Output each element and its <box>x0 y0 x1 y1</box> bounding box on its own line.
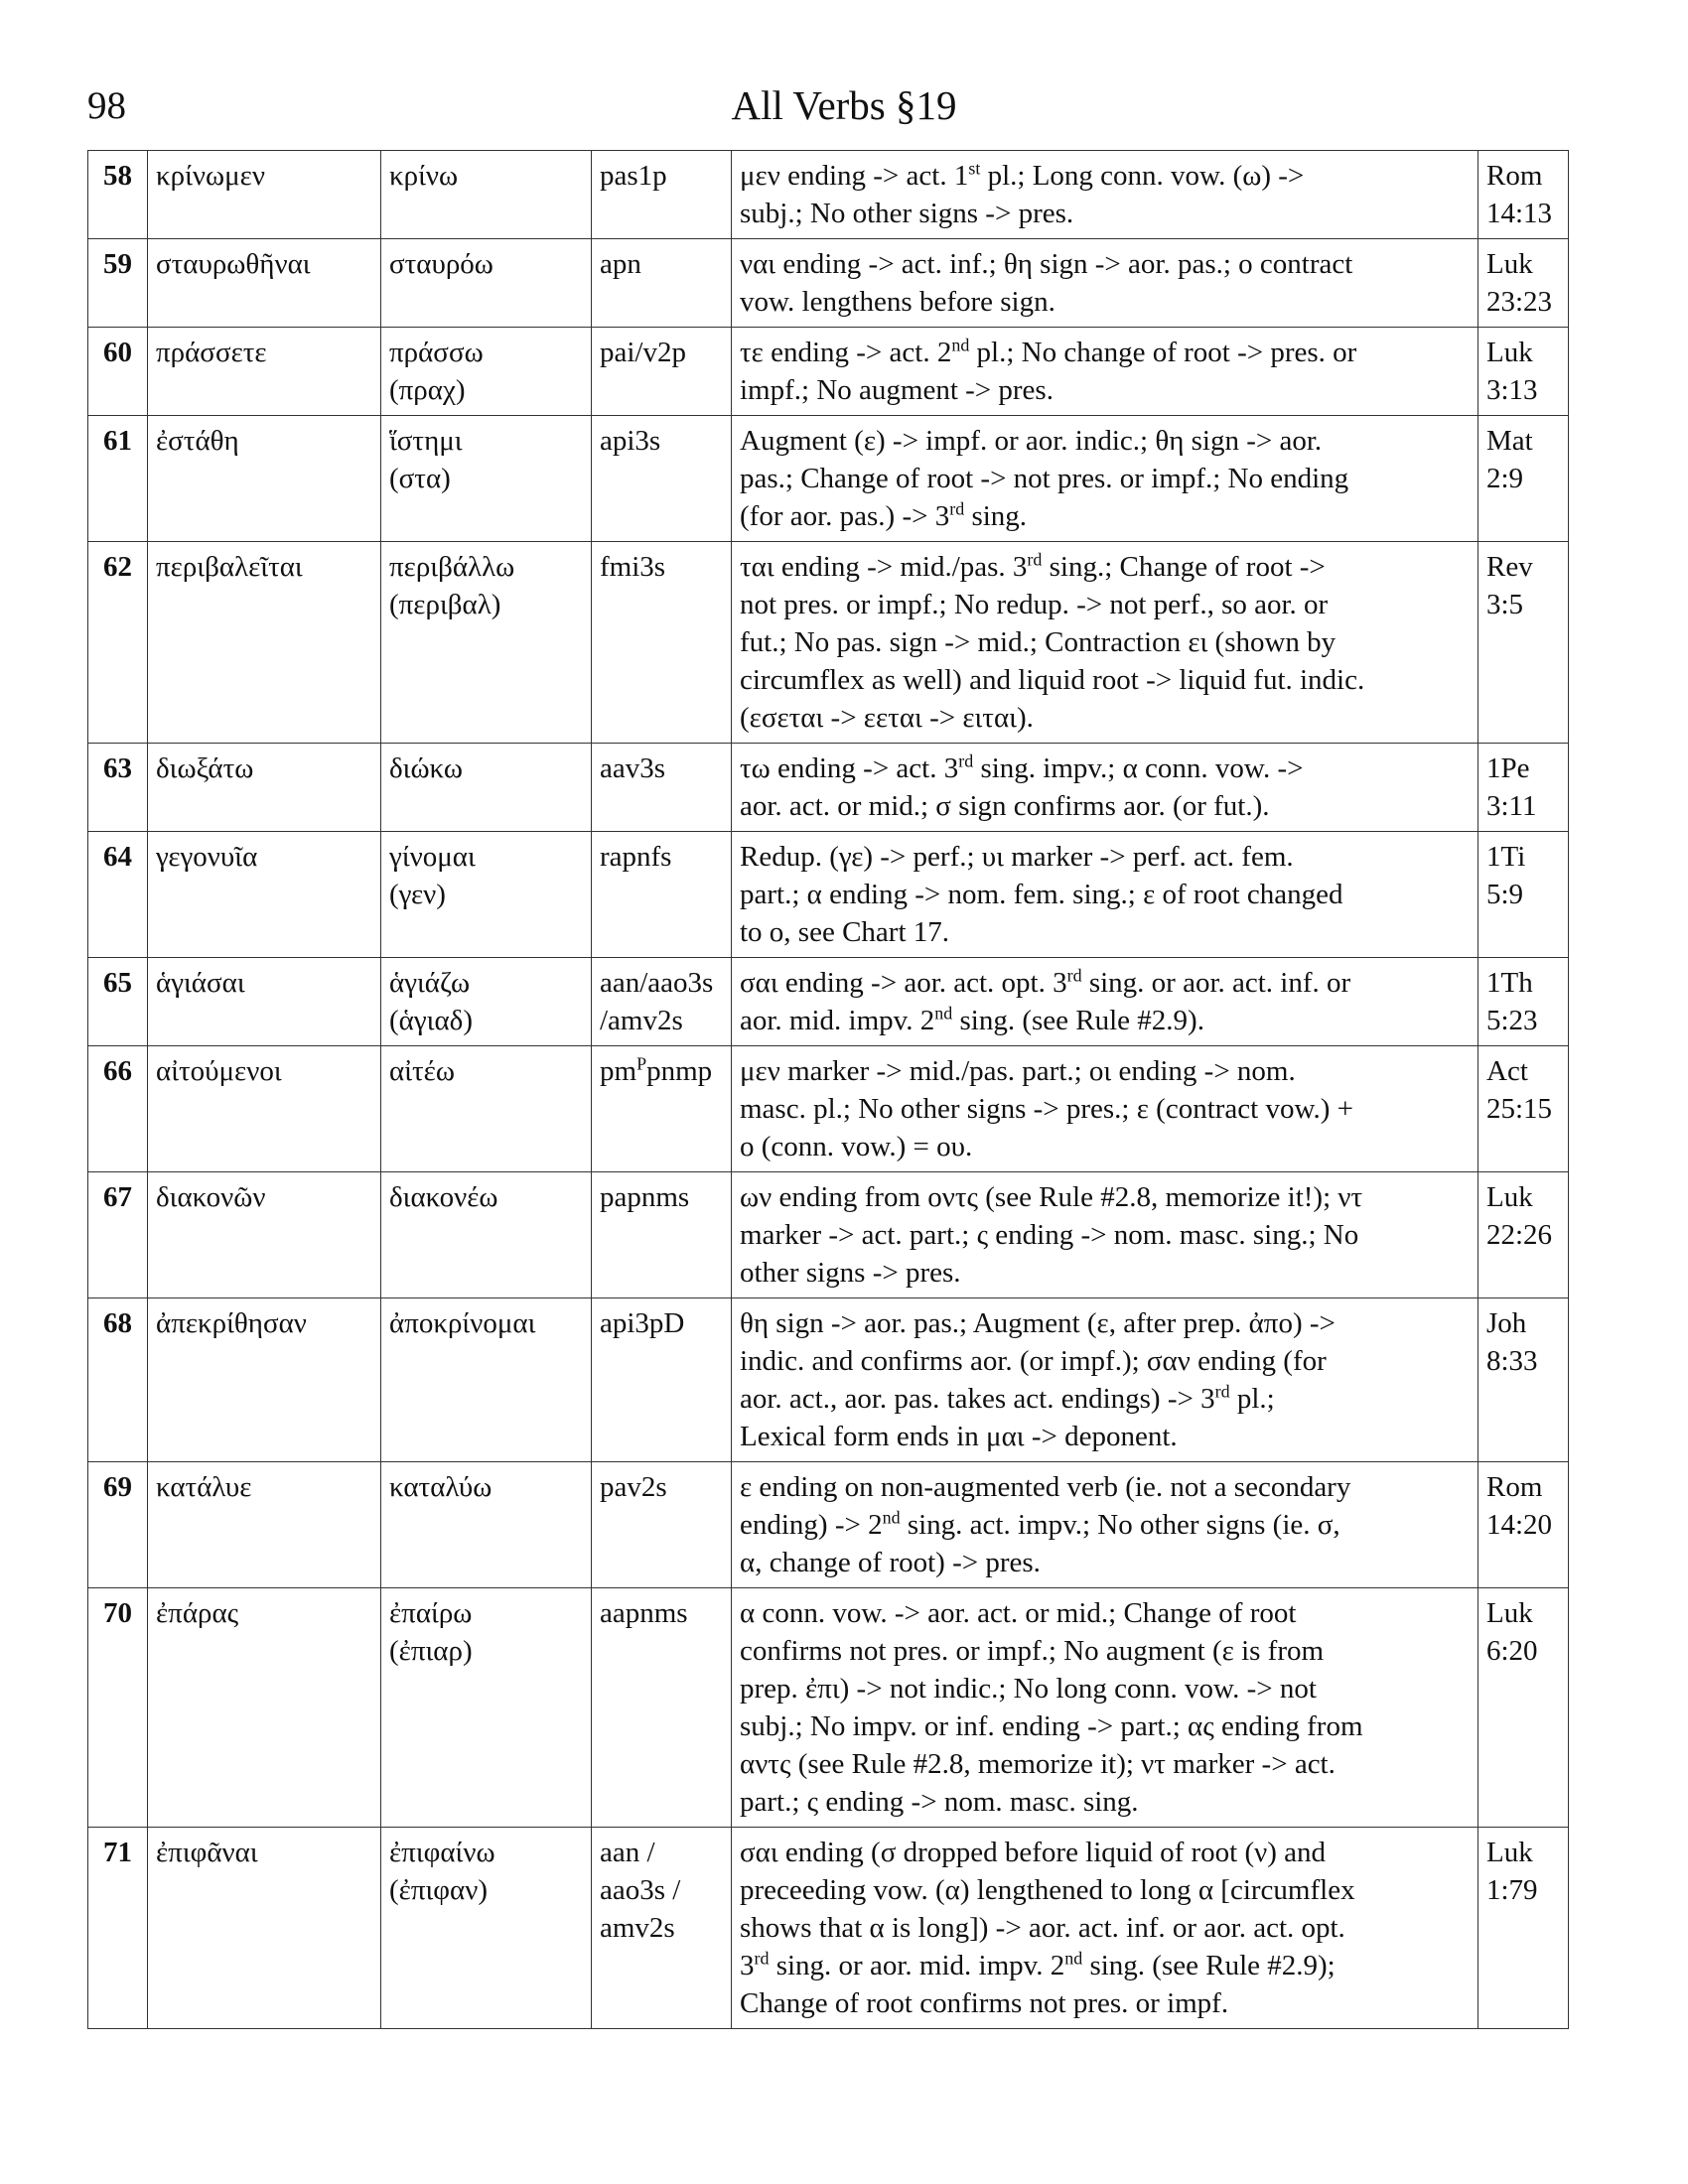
explanation-line: μεν marker -> mid./pas. part.; οι ending -> nom. <box>740 1055 1296 1087</box>
code-superscript: P <box>636 1053 647 1074</box>
explanation-line: part.; α ending -> nom. fem. sing.; ε of root changed <box>740 879 1343 910</box>
lexical-form <box>381 151 592 239</box>
page-number: 98 <box>87 84 126 127</box>
lexical-form-line: ἀποκρίνομαι <box>389 1307 536 1339</box>
lexical-form-line: ἵστημι <box>389 425 463 457</box>
explanation-line: αντς (see Rule #2.8, memorize it); ντ marker -> act. <box>740 1748 1336 1780</box>
page-title: All Verbs §19 <box>731 82 957 128</box>
parsing-code-line: aav3s <box>600 752 666 784</box>
explanation-line: prep. ἐπι) -> not indic.; No long conn. vow. -> not <box>740 1673 1317 1705</box>
table-row <box>88 832 1569 958</box>
parsing-code <box>592 1462 732 1588</box>
explanation-line: ε ending on non-augmented verb (ie. not a secondary <box>740 1471 1351 1503</box>
parsing-code-line: $pm^Ppnmp$ <box>600 1053 713 1087</box>
table-row <box>88 151 1569 239</box>
ordinal-superscript: nd <box>1064 1948 1083 1969</box>
parsing-explanation <box>732 1462 1478 1588</box>
parsing-code <box>592 328 732 416</box>
explanation-line: impf.; No augment -> pres. <box>740 374 1054 406</box>
entry-number: 71 <box>88 1828 148 2029</box>
entry-number: 65 <box>88 958 148 1046</box>
parsing-code <box>592 958 732 1046</box>
explanation-line: 3rd sing. or aor. mid. impv. 2nd sing. (see Rule #2.9); <box>740 1948 1336 1981</box>
explanation-line: pas.; Change of root -> not pres. or impf.; No ending <box>740 463 1349 494</box>
explanation-line: ο (conn. vow.) = ου. <box>740 1131 973 1162</box>
parsing-code-line: papnms <box>600 1181 690 1213</box>
reference-line: Rom <box>1486 1471 1543 1503</box>
parsing-code-line: pav2s <box>600 1471 667 1503</box>
reference-line: 23:23 <box>1486 286 1553 318</box>
reference-line: 3:5 <box>1486 589 1524 620</box>
reference-line: 1Ti <box>1486 841 1526 873</box>
scripture-reference <box>1478 1828 1569 2029</box>
parsing-explanation <box>732 1588 1478 1828</box>
parsing-explanation <box>732 1298 1478 1462</box>
lexical-form-line: (ἁγιαδ) <box>389 1005 473 1036</box>
lexical-form-line: (πραχ) <box>389 374 466 406</box>
table-row <box>88 744 1569 832</box>
lexical-form-line: ἐπαίρω <box>389 1597 473 1629</box>
reference-line: Joh <box>1486 1307 1527 1339</box>
reference-line: Mat <box>1486 425 1533 457</box>
scripture-reference <box>1478 744 1569 832</box>
lexical-form-line: διώκω <box>389 752 464 784</box>
entry-number: 61 <box>88 416 148 542</box>
table-row <box>88 1588 1569 1828</box>
table-row <box>88 1828 1569 2029</box>
ordinal-superscript: nd <box>934 1003 953 1024</box>
lexical-form <box>381 1828 592 2029</box>
scripture-reference <box>1478 1046 1569 1172</box>
lexical-form <box>381 1462 592 1588</box>
lexical-form-line: διακονέω <box>389 1181 498 1213</box>
parsing-code-line: amv2s <box>600 1912 675 1944</box>
entry-number: 58 <box>88 151 148 239</box>
explanation-line: not pres. or impf.; No redup. -> not perf., so aor. or <box>740 589 1329 620</box>
parsing-explanation <box>732 958 1478 1046</box>
explanation-line: Augment (ε) -> impf. or aor. indic.; θη sign -> aor. <box>740 425 1323 457</box>
inflected-form: διωξάτω <box>148 744 381 832</box>
parsing-code <box>592 1588 732 1828</box>
scripture-reference <box>1478 542 1569 744</box>
explanation-line: σαι ending -> aor. act. opt. 3rd sing. or aor. act. inf. or <box>740 965 1351 999</box>
inflected-form: ἐπιφᾶναι <box>148 1828 381 2029</box>
parsing-code-line: api3s <box>600 425 661 457</box>
scripture-reference <box>1478 1588 1569 1828</box>
inflected-form: κατάλυε <box>148 1462 381 1588</box>
reference-line: Luk <box>1486 248 1533 280</box>
table-row <box>88 239 1569 328</box>
inflected-form: ἁγιάσαι <box>148 958 381 1046</box>
explanation-line: ending) -> 2nd sing. act. impv.; No other signs (ie. σ, <box>740 1507 1340 1541</box>
reference-line: Luk <box>1486 337 1533 368</box>
explanation-line: α, change of root) -> pres. <box>740 1547 1041 1578</box>
entry-number: 60 <box>88 328 148 416</box>
inflected-form: διακονῶν <box>148 1172 381 1298</box>
parsing-explanation <box>732 328 1478 416</box>
table-row <box>88 958 1569 1046</box>
entry-number: 59 <box>88 239 148 328</box>
lexical-form-line: (γεν) <box>389 879 446 910</box>
table-row <box>88 416 1569 542</box>
reference-line: Act <box>1486 1055 1528 1087</box>
ordinal-superscript: rd <box>754 1948 770 1969</box>
explanation-line: fut.; No pas. sign -> mid.; Contraction ει (shown by <box>740 626 1336 658</box>
ordinal-superscript: nd <box>951 335 970 355</box>
lexical-form <box>381 1172 592 1298</box>
lexical-form <box>381 328 592 416</box>
parsing-explanation <box>732 1046 1478 1172</box>
reference-line: 1Pe <box>1486 752 1530 784</box>
parsing-explanation <box>732 832 1478 958</box>
reference-line: 1Th <box>1486 967 1533 999</box>
parsing-code-line: aan/aao3s <box>600 967 714 999</box>
lexical-form <box>381 416 592 542</box>
explanation-line: to ο, see Chart 17. <box>740 916 950 948</box>
explanation-line: aor. act., aor. pas. takes act. endings) -> 3rd pl.; <box>740 1381 1275 1415</box>
parsing-code-line: apn <box>600 248 641 280</box>
reference-line: 3:13 <box>1486 374 1538 406</box>
table-row <box>88 1298 1569 1462</box>
ordinal-superscript: st <box>968 158 981 179</box>
explanation-line: preceeding vow. (α) lengthened to long α [circumflex <box>740 1874 1355 1906</box>
explanation-line: (εσεται -> εεται -> ειται). <box>740 702 1034 734</box>
explanation-line: part.; ς ending -> nom. masc. sing. <box>740 1786 1139 1818</box>
entry-number: 62 <box>88 542 148 744</box>
scripture-reference <box>1478 239 1569 328</box>
explanation-line: σαι ending (σ dropped before liquid of root (ν) and <box>740 1837 1327 1868</box>
reference-line: Luk <box>1486 1181 1533 1213</box>
reference-line: Luk <box>1486 1837 1533 1868</box>
explanation-line: aor. act. or mid.; σ sign confirms aor. (or fut.). <box>740 790 1270 822</box>
parsing-code-line: pas1p <box>600 160 667 192</box>
lexical-form <box>381 832 592 958</box>
reference-line: 14:20 <box>1486 1509 1553 1541</box>
parsing-code-line: fmi3s <box>600 551 666 583</box>
scripture-reference <box>1478 958 1569 1046</box>
parsing-explanation <box>732 542 1478 744</box>
explanation-line: confirms not pres. or impf.; No augment (ε is from <box>740 1635 1325 1667</box>
explanation-line: aor. mid. impv. 2nd sing. (see Rule #2.9). <box>740 1003 1204 1036</box>
explanation-line: masc. pl.; No other signs -> pres.; ε (contract vow.) + <box>740 1093 1354 1125</box>
explanation-line: θη sign -> aor. pas.; Augment (ε, after prep. ἀπο) -> <box>740 1307 1336 1339</box>
lexical-form <box>381 958 592 1046</box>
parsing-explanation <box>732 151 1478 239</box>
lexical-form-line: ἁγιάζω <box>389 967 471 999</box>
parsing-code-line: api3pD <box>600 1307 685 1339</box>
verb-parsing-table <box>87 150 1569 2029</box>
reference-line: 25:15 <box>1486 1093 1553 1125</box>
explanation-line: Lexical form ends in μαι -> deponent. <box>740 1421 1178 1452</box>
lexical-form <box>381 1298 592 1462</box>
scripture-reference <box>1478 151 1569 239</box>
explanation-line: shows that α is long]) -> aor. act. inf. or aor. act. opt. <box>740 1912 1345 1944</box>
explanation-line: indic. and confirms aor. (or impf.); σαν ending (for <box>740 1345 1327 1377</box>
scripture-reference <box>1478 832 1569 958</box>
parsing-code <box>592 1172 732 1298</box>
explanation-line: Change of root confirms not pres. or impf. <box>740 1987 1229 2019</box>
parsing-code <box>592 542 732 744</box>
parsing-code-line: aao3s / <box>600 1874 681 1906</box>
table-row <box>88 1172 1569 1298</box>
ordinal-superscript: nd <box>882 1507 901 1528</box>
reference-line: Rom <box>1486 160 1543 192</box>
explanation-line: τε ending -> act. 2nd pl.; No change of root -> pres. or <box>740 335 1357 368</box>
inflected-form: γεγονυῖα <box>148 832 381 958</box>
entry-number: 68 <box>88 1298 148 1462</box>
entry-number: 69 <box>88 1462 148 1588</box>
reference-line: 14:13 <box>1486 198 1553 229</box>
lexical-form-line: καταλύω <box>389 1471 492 1503</box>
explanation-line: circumflex as well) and liquid root -> liquid fut. indic. <box>740 664 1365 696</box>
lexical-form-line: πράσσω <box>389 337 484 368</box>
reference-line: 6:20 <box>1486 1635 1538 1667</box>
parsing-explanation <box>732 1172 1478 1298</box>
lexical-form <box>381 542 592 744</box>
parsing-explanation <box>732 239 1478 328</box>
lexical-form-line: (περιβαλ) <box>389 589 501 620</box>
parsing-code <box>592 1828 732 2029</box>
table-row <box>88 328 1569 416</box>
explanation-line: other signs -> pres. <box>740 1257 961 1289</box>
parsing-code-line: pai/v2p <box>600 337 686 368</box>
reference-line: 2:9 <box>1486 463 1524 494</box>
parsing-code <box>592 416 732 542</box>
entry-number: 66 <box>88 1046 148 1172</box>
lexical-form-line: σταυρόω <box>389 248 493 280</box>
lexical-form-line: (στα) <box>389 463 451 494</box>
reference-line: Luk <box>1486 1597 1533 1629</box>
explanation-line: ναι ending -> act. inf.; θη sign -> aor. pas.; ο contract <box>740 248 1353 280</box>
explanation-line: ται ending -> mid./pas. 3rd sing.; Change of root -> <box>740 549 1326 583</box>
table-row <box>88 1046 1569 1172</box>
explanation-line: τω ending -> act. 3rd sing. impv.; α conn. vow. -> <box>740 751 1304 784</box>
explanation-line: vow. lengthens before sign. <box>740 286 1055 318</box>
explanation-line: subj.; No impv. or inf. ending -> part.; ας ending from <box>740 1710 1363 1742</box>
parsing-code <box>592 239 732 328</box>
lexical-form-line: (ἐπιφαν) <box>389 1874 488 1906</box>
inflected-form: ἀπεκρίθησαν <box>148 1298 381 1462</box>
reference-line: 22:26 <box>1486 1219 1553 1251</box>
table-row <box>88 542 1569 744</box>
explanation-line: μεν ending -> act. 1st pl.; Long conn. vow. (ω) -> <box>740 158 1305 192</box>
explanation-line: Redup. (γε) -> perf.; υι marker -> perf. act. fem. <box>740 841 1294 873</box>
ordinal-superscript: rd <box>1066 965 1082 986</box>
parsing-explanation <box>732 1828 1478 2029</box>
table-row <box>88 1462 1569 1588</box>
scripture-reference <box>1478 328 1569 416</box>
parsing-code <box>592 1046 732 1172</box>
scripture-reference <box>1478 1172 1569 1298</box>
lexical-form <box>381 239 592 328</box>
entry-number: 63 <box>88 744 148 832</box>
lexical-form <box>381 744 592 832</box>
reference-line: 8:33 <box>1486 1345 1538 1377</box>
lexical-form-line: γίνομαι <box>389 841 476 873</box>
reference-line: 5:23 <box>1486 1005 1538 1036</box>
explanation-line: ων ending from οντς (see Rule #2.8, memorize it!); ντ <box>740 1181 1363 1213</box>
lexical-form <box>381 1046 592 1172</box>
ordinal-superscript: rd <box>1027 549 1043 570</box>
lexical-form-line: κρίνω <box>389 160 459 192</box>
reference-line: Rev <box>1486 551 1533 583</box>
ordinal-superscript: rd <box>949 498 965 519</box>
reference-line: 1:79 <box>1486 1874 1538 1906</box>
explanation-line: marker -> act. part.; ς ending -> nom. masc. sing.; No <box>740 1219 1359 1251</box>
parsing-code <box>592 151 732 239</box>
explanation-line: subj.; No other signs -> pres. <box>740 198 1074 229</box>
ordinal-superscript: rd <box>1214 1381 1230 1402</box>
parsing-code-line: aan / <box>600 1837 655 1868</box>
parsing-explanation <box>732 744 1478 832</box>
scripture-reference <box>1478 1298 1569 1462</box>
explanation-line: α conn. vow. -> aor. act. or mid.; Change of root <box>740 1597 1297 1629</box>
parsing-code <box>592 744 732 832</box>
entry-number: 64 <box>88 832 148 958</box>
reference-line: 5:9 <box>1486 879 1524 910</box>
parsing-explanation <box>732 416 1478 542</box>
scripture-reference <box>1478 416 1569 542</box>
parsing-code <box>592 832 732 958</box>
entry-number: 70 <box>88 1588 148 1828</box>
lexical-form-line: αἰτέω <box>389 1055 455 1087</box>
inflected-form: σταυρωθῆναι <box>148 239 381 328</box>
parsing-code-line: rapnfs <box>600 841 672 873</box>
explanation-line: (for aor. pas.) -> 3rd sing. <box>740 498 1028 532</box>
parsing-code-line: /amv2s <box>600 1005 683 1036</box>
lexical-form-line: ἐπιφαίνω <box>389 1837 495 1868</box>
inflected-form: ἐστάθη <box>148 416 381 542</box>
inflected-form: ἐπάρας <box>148 1588 381 1828</box>
parsing-code <box>592 1298 732 1462</box>
inflected-form: κρίνωμεν <box>148 151 381 239</box>
scripture-reference <box>1478 1462 1569 1588</box>
inflected-form: πράσσετε <box>148 328 381 416</box>
parsing-code-line: aapnms <box>600 1597 688 1629</box>
lexical-form <box>381 1588 592 1828</box>
lexical-form-line: (ἐπιαρ) <box>389 1635 473 1667</box>
ordinal-superscript: rd <box>958 751 974 771</box>
entry-number: 67 <box>88 1172 148 1298</box>
reference-line: 3:11 <box>1486 790 1537 822</box>
inflected-form: αἰτούμενοι <box>148 1046 381 1172</box>
lexical-form-line: περιβάλλω <box>389 551 515 583</box>
inflected-form: περιβαλεῖται <box>148 542 381 744</box>
